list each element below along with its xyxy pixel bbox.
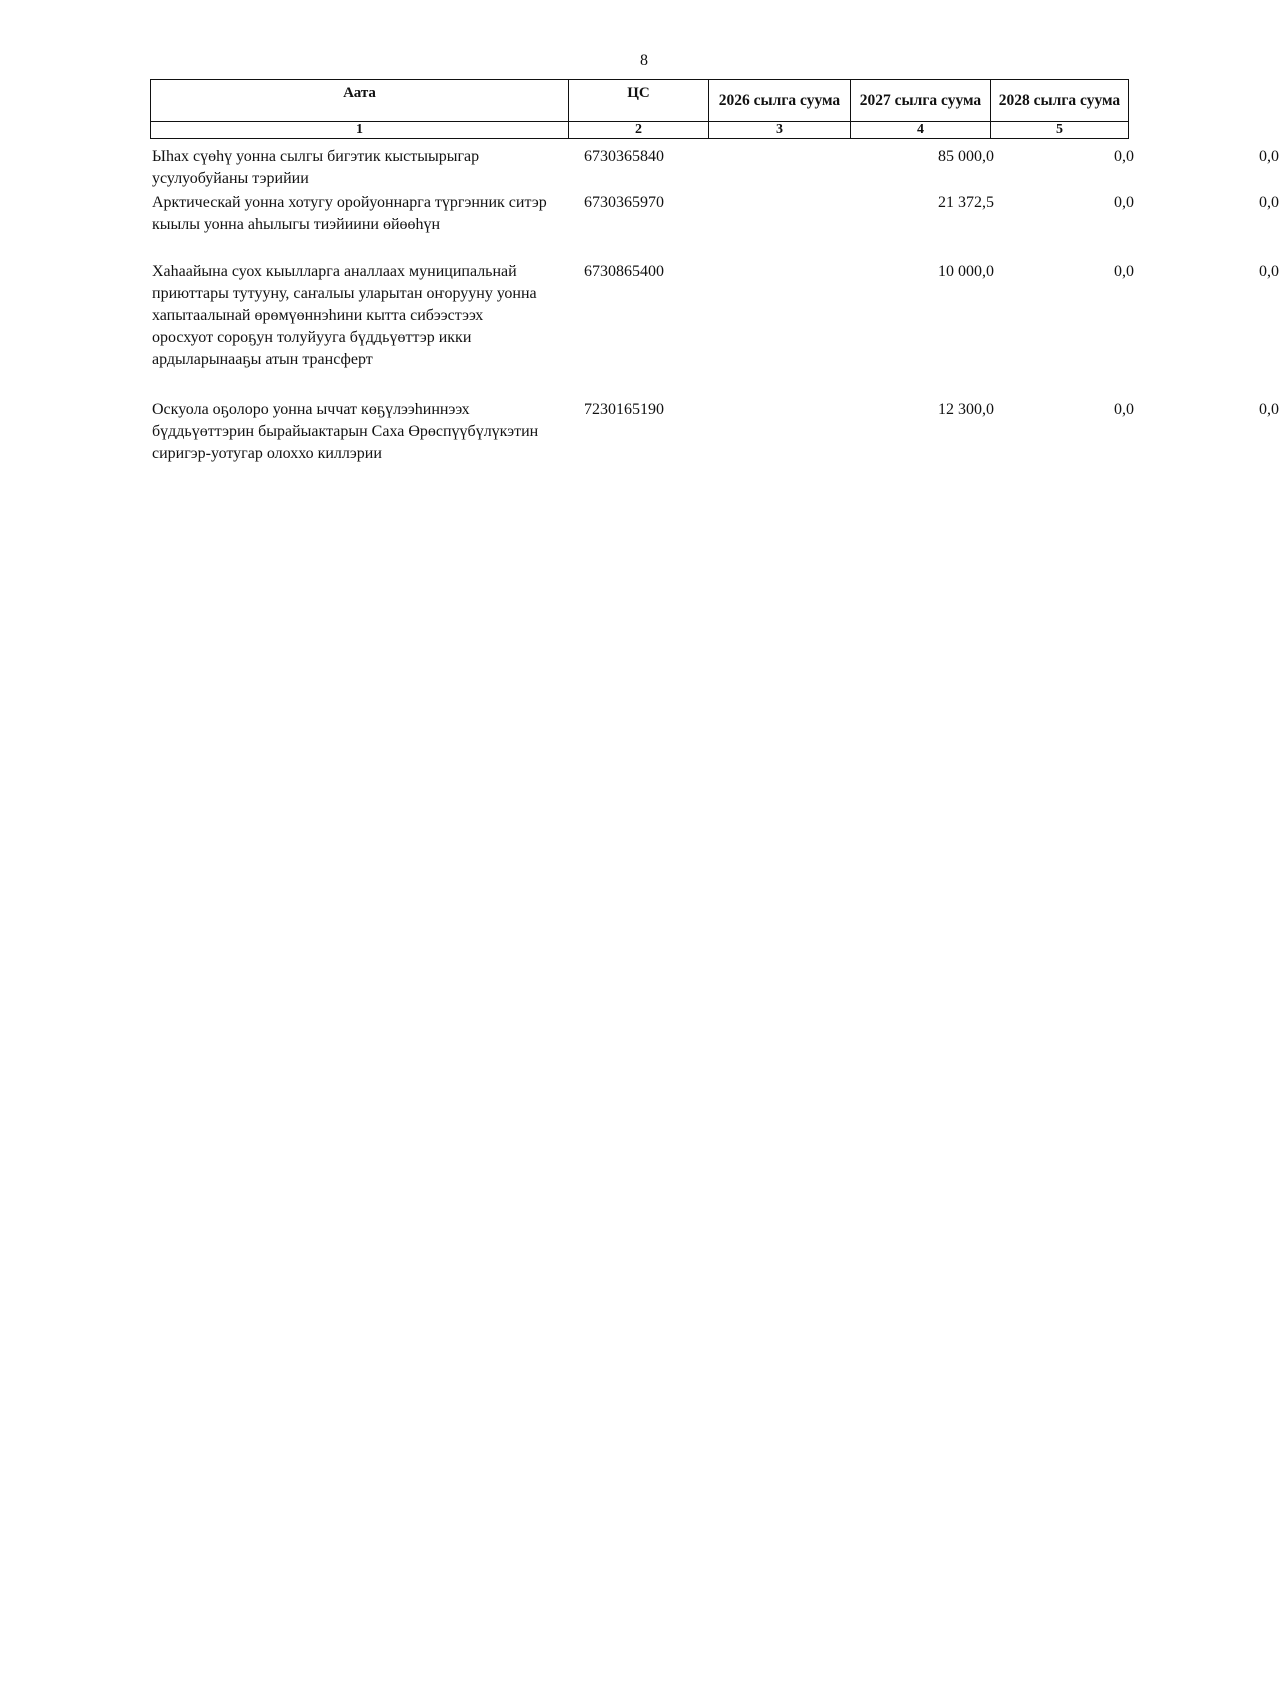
row-value-2027: 0,0 [1114, 401, 1134, 418]
column-number: 4 [851, 122, 991, 139]
row-value-2027: 0,0 [1114, 263, 1134, 280]
row-value-2028: 0,0 [1259, 401, 1279, 418]
row-value-2028: 0,0 [1259, 263, 1279, 280]
row-name: Оскуола оҕолоро уонна ыччат көҕүлээһиннээх бүддьүөттэрин бырайыактарын Саха Өрөспүүбүлүкэтин сиригэр-уотугар олоххо киллэрии [152, 401, 539, 462]
header-2026: 2026 сылга суума [709, 80, 851, 122]
row-name: Арктическай уонна хотугу оройуоннарга түргэнник ситэр кыылы уонна аһылыгы тиэйиини өйөөһүн [152, 194, 547, 233]
header-row [151, 80, 1129, 122]
column-number-row [151, 122, 1129, 139]
row-value-2026: 21 372,5 [938, 194, 994, 211]
row-name: Ыһах сүөһү уонна сылгы бигэтик кыстыырыгар усулуобуйаны тэрийии [152, 148, 480, 187]
row-value-2027: 0,0 [1114, 148, 1134, 165]
header-2028: 2028 сылга суума [991, 80, 1129, 122]
column-number: 5 [991, 122, 1129, 139]
table-header [150, 79, 1129, 139]
row-value-2026: 10 000,0 [938, 263, 994, 280]
row-code: 6730365840 [584, 148, 664, 165]
header-code: ЦС [569, 80, 709, 122]
column-number: 1 [151, 122, 569, 139]
row-value-2028: 0,0 [1259, 148, 1279, 165]
row-value-2026: 12 300,0 [938, 401, 994, 418]
header-2027: 2027 сылга суума [851, 80, 991, 122]
row-code: 6730865400 [584, 263, 664, 280]
row-name: Хаһаайына суох кыылларга аналлаах муниципальнай приюттары тутууну, саҥалыы уларытан оҥорууну уонна хапытаалынай өрөмүөннэһини кытта сибээстээх оросхуот сороҕун толуйууга бүддьүөттэр икки ардыларынааҕы атын трансферт [152, 263, 537, 368]
row-value-2027: 0,0 [1114, 194, 1134, 211]
row-value-2026: 85 000,0 [938, 148, 994, 165]
page-number: 8 [640, 52, 648, 69]
row-value-2028: 0,0 [1259, 194, 1279, 211]
row-code: 6730365970 [584, 194, 664, 211]
row-code: 7230165190 [584, 401, 664, 418]
header-name: Аата [151, 80, 569, 122]
column-number: 2 [569, 122, 709, 139]
column-number: 3 [709, 122, 851, 139]
